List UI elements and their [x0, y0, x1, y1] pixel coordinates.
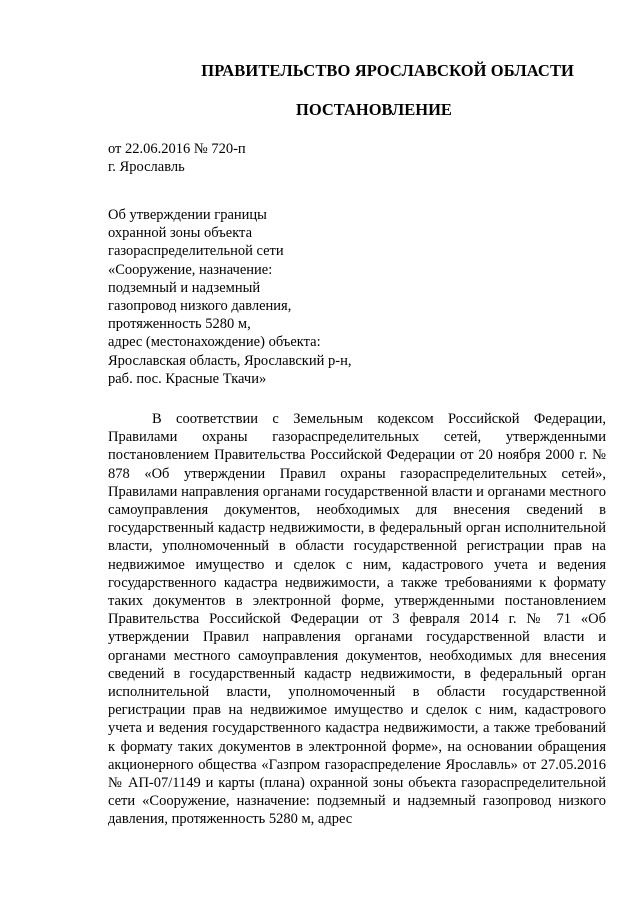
document-subject	[108, 206, 438, 388]
subject-line: газопровод низкого давления,	[108, 298, 292, 315]
subject-line: Ярославская область, Ярославский р-н,	[108, 352, 352, 369]
government-heading-row	[0, 61, 640, 81]
document-meta	[108, 140, 246, 176]
subject-line: протяженность 5280 м,	[108, 316, 251, 333]
city-line: г. Ярославль	[108, 159, 185, 175]
subject-line: Об утверждении границы	[108, 207, 267, 223]
government-heading: ПРАВИТЕЛЬСТВО ЯРОСЛАВСКОЙ ОБЛАСТИ	[201, 61, 574, 80]
subject-line: адрес (местонахождение) объекта:	[108, 334, 321, 351]
subject-line: подземный и надземный	[108, 279, 261, 296]
date-number-line: от 22.06.2016 № 720-п	[108, 141, 246, 157]
document-type-heading: ПОСТАНОВЛЕНИЕ	[296, 100, 452, 119]
subject-line: «Сооружение, назначение:	[108, 261, 273, 278]
subject-line: раб. пос. Красные Ткачи»	[108, 370, 267, 387]
subject-line: охранной зоны объекта	[108, 225, 253, 242]
subject-line: газораспределительной сети	[108, 243, 284, 260]
body-paragraph: В соответствии с Земельным кодексом Российской Федерации, Правилами охраны газораспределительных сетей, утвержденными постановлением Правительства Российской Федерации от 20 ноября 2000 г. № 878 «Об утверждении Правил охраны газораспределительных сетей», Правилами направления органами государственной власти и органами местного самоуправления документов, необходимых для внесения сведений в государственный кадастр недвижимости, в федеральный орган исполнительной власти, уполномоченный в области государственной регистрации прав на недвижимое имущество и сделок с ним, кадастрового учета и ведения государственного кадастра недвижимости, а также требованиями к формату таких документов в электронной форме, утвержденными постановлением Правительства Российской Федерации от 3 февраля 2014 г. № 71 «Об утверждении Правил направления органами государственной власти и органами местного самоуправления документов, необходимых для внесения сведений в государственный кадастр недвижимости, в федеральный орган исполнительной власти, уполномоченный в области государственной регистрации прав на недвижимое имущество и сделок с ним, кадастрового учета и ведения государственного кадастра недвижимости, а также требований к формату таких документов в электронной форме», на основании обращения акционерного общества «Газпром газораспределение Ярославль» от 27.05.2016 № АП-07/1149 и карты (плана) охранной зоны объекта газораспределительной сети «Сооружение, назначение: подземный и надземный газопровод низкого давления, протяженность 5280 м, адрес	[108, 411, 606, 828]
